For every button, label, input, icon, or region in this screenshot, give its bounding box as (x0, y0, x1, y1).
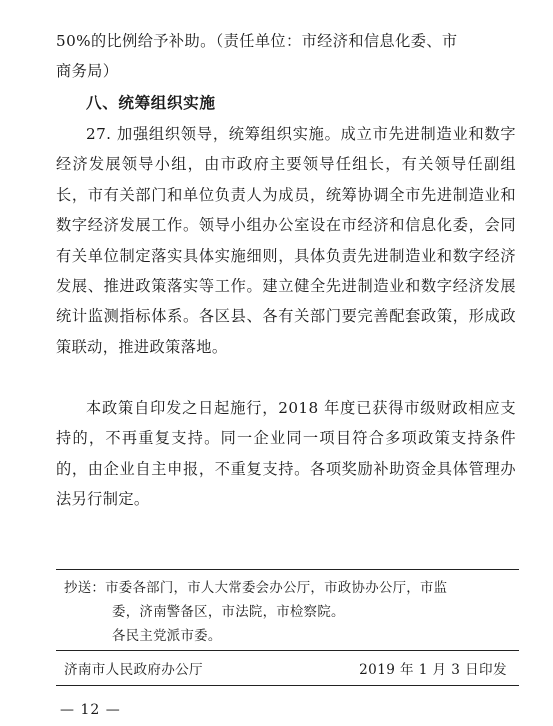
continuation-line-1: 50%的比例给予补助。（责任单位：市经济和信息化委、市 (56, 32, 458, 50)
cc-line-3: 各民主党派市委。 (112, 629, 222, 644)
cc-block (64, 577, 514, 649)
closing-paragraph: 本政策自印发之日起施行，2018 年度已获得市级财政相应支持的，不再重复支持。同一企业同一项目符合多项政策支持条件的，由企业自主申报，不重复支持。各项奖励补助资金具体管理办法另行制定。 (56, 399, 516, 509)
page-number: — 12 — (60, 702, 121, 718)
issue-date: 2019 年 1 月 3 日印发 (359, 662, 507, 678)
section-heading: 八、统筹组织实施 (86, 94, 216, 112)
cc-top-rule (56, 569, 519, 570)
footer-bottom-rule (56, 685, 519, 686)
issuer-name: 济南市人民政府办公厅 (64, 662, 203, 678)
footer-top-rule (56, 650, 519, 651)
continuation-line-2: 商务局） (56, 62, 119, 81)
cc-line-2: 委，济南警备区，市法院，市检察院。 (112, 605, 345, 620)
cc-line-1: 抄送：市委各部门，市人大常委会办公厅，市政协办公厅，市监 (64, 581, 448, 596)
continuation-paragraph (56, 26, 516, 87)
article-27-paragraph: 27. 加强组织领导，统筹组织实施。成立市先进制造业和数字经济发展领导小组，由市政府主要领导任组长，有关领导任副组长，市有关部门和单位负责人为成员，统筹协调全市先进制造业和数字经济发展工作。领导小组办公室设在市经济和信息化委，会同有关单位制定落实具体实施细则，具体负责先进制造业和数字经济发展、推进政策落实等工作。建立健全先进制造业和数字经济发展统计监测指标体系。各区县、各有关部门要完善配套政策，形成政策联动，推进政策落地。 (56, 125, 516, 356)
